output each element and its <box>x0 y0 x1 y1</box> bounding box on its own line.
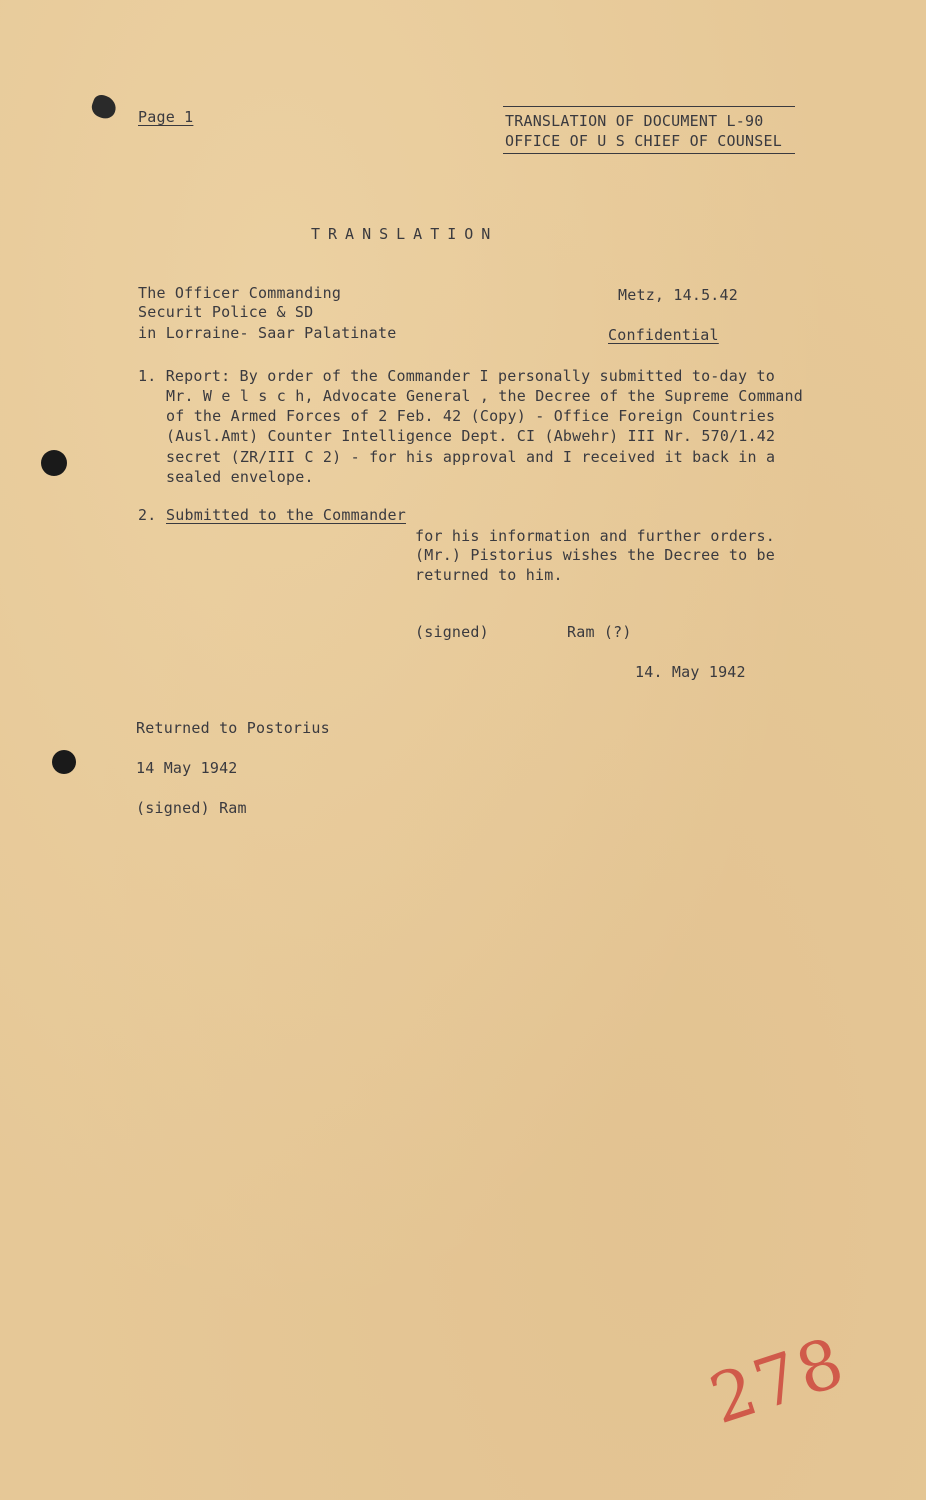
sender-line2: Securit Police & SD <box>138 303 314 321</box>
item1-line5: secret (ZR/III C 2) - for his approval and I received it back in a <box>166 448 776 466</box>
item2-line2: (Mr.) Pistorius wishes the Decree to be <box>415 546 775 564</box>
page-label: Page 1 <box>138 108 194 126</box>
signer-name: Ram (?) <box>567 623 632 641</box>
footer-line2: 14 May 1942 <box>136 759 238 777</box>
sender-line1: The Officer Commanding <box>138 284 342 302</box>
item2-heading: Submitted to the Commander <box>166 506 406 524</box>
item1-line4: (Ausl.Amt) Counter Intelligence Dept. CI (Abwehr) III Nr. 570/1.42 <box>166 427 776 445</box>
handwritten-page-number: 278 <box>701 1322 855 1441</box>
sender-line3: in Lorraine- Saar Palatinate <box>138 324 397 342</box>
punch-hole-bottom <box>52 750 76 774</box>
signature-date: 14. May 1942 <box>635 663 746 681</box>
staple-mark <box>89 93 119 122</box>
signed-label: (signed) <box>415 623 489 641</box>
document-reference-line2: OFFICE OF U S CHIEF OF COUNSEL <box>505 132 782 150</box>
item2-line3: returned to him. <box>415 566 563 584</box>
document-reference-line1: TRANSLATION OF DOCUMENT L-90 <box>505 112 764 130</box>
item2-number: 2. <box>138 506 157 524</box>
item1-line1: 1. Report: By order of the Commander I personally submitted to-day to <box>138 367 775 385</box>
classification: Confidential <box>608 326 719 344</box>
place-date: Metz, 14.5.42 <box>618 286 738 304</box>
item2-line1: for his information and further orders. <box>415 527 775 545</box>
document-title: TRANSLATION <box>311 225 499 243</box>
punch-hole-top <box>41 450 67 476</box>
item1-line6: sealed envelope. <box>166 468 314 486</box>
footer-line3: (signed) Ram <box>136 799 247 817</box>
footer-line1: Returned to Postorius <box>136 719 330 737</box>
item1-line3: of the Armed Forces of 2 Feb. 42 (Copy) - Office Foreign Countries <box>166 407 776 425</box>
item1-line2: Mr. W e l s c h, Advocate General , the Decree of the Supreme Command <box>166 387 803 405</box>
